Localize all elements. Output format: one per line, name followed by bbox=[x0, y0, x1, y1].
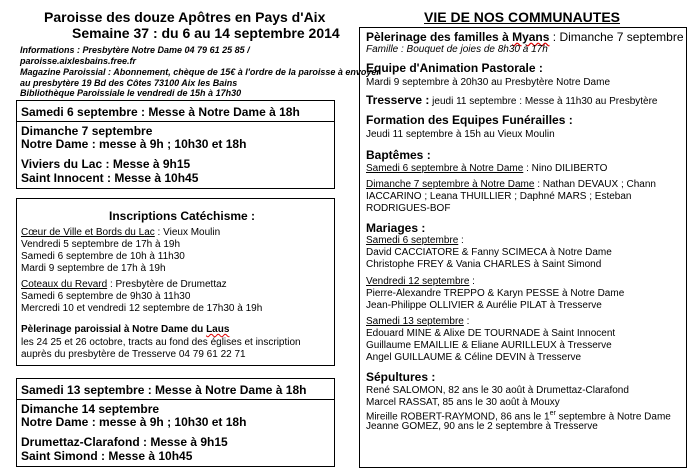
catechisme-line: Samedi 6 septembre de 10h à 11h30 bbox=[21, 251, 185, 262]
bapteme-date: Dimanche 7 septembre à Notre Dame bbox=[366, 179, 535, 190]
equipe-line: Mardi 9 septembre à 20h30 au Presbytère Notre Dame bbox=[366, 77, 611, 88]
mariage-date-text: Vendredi 12 septembre bbox=[366, 276, 470, 287]
bapteme-names: : Nathan DEVAUX ; Chann bbox=[534, 179, 656, 190]
catechisme-group-1-location: : Vieux Moulin bbox=[154, 227, 221, 238]
catechisme-line: Mercredi 10 et vendredi 12 septembre de 17h30 à 19h bbox=[21, 303, 263, 314]
catechisme-line: Mardi 9 septembre de 17h à 19h bbox=[21, 263, 166, 274]
catechisme-line: Samedi 6 septembre de 9h30 à 11h30 bbox=[21, 291, 191, 302]
pelerinage-title-laus: Laus bbox=[206, 324, 230, 335]
week2-drumettaz: Drumettaz-Clarafond : Messe à 9h15 bbox=[21, 435, 228, 449]
week-title: Semaine 37 : du 6 au 14 septembre 2014 bbox=[72, 25, 340, 41]
week2-saint-simond: Saint Simond : Messe à 10h45 bbox=[21, 449, 193, 463]
pelerinage-title bbox=[21, 325, 229, 335]
week2-box bbox=[16, 378, 335, 467]
mariage-date-colon: : bbox=[469, 276, 475, 287]
catechisme-group-1-head bbox=[21, 228, 220, 238]
sepulture-text: Mireille ROBERT-RAYMOND, 86 ans le 1 bbox=[366, 411, 550, 423]
mariage-line: Angel GUILLAUME & Céline DEVIN à Tresserve bbox=[366, 352, 582, 363]
myans-title-text: Pèlerinage des familles à bbox=[366, 30, 513, 44]
week1-box bbox=[16, 100, 335, 189]
mariage-date-text: Samedi 13 septembre bbox=[366, 316, 464, 327]
bapteme-names: : Nino DILIBERTO bbox=[523, 163, 608, 174]
info-line: paroisse.aixlesbains.free.fr bbox=[20, 56, 137, 66]
formation-line: Jeudi 11 septembre à 15h au Vieux Moulin bbox=[366, 129, 555, 140]
catechisme-group-1-place: Cœur de Ville et Bords du Lac bbox=[21, 227, 155, 238]
catechisme-box bbox=[16, 198, 335, 366]
bapteme-line bbox=[366, 164, 607, 174]
week1-sunday: Dimanche 7 septembre bbox=[21, 124, 153, 138]
week2-sunday: Dimanche 14 septembre bbox=[21, 402, 160, 416]
sepultures-title: Sépultures : bbox=[366, 370, 436, 384]
mariage-date bbox=[366, 317, 469, 327]
mariage-line: Christophe FREY & Vania CHARLES à Saint Simond bbox=[366, 259, 602, 270]
sepulture-line: Jeanne GOMEZ, 90 ans le 2 septembre à Tresserve bbox=[366, 421, 598, 432]
week1-saturday: Samedi 6 septembre : Messe à Notre Dame à 18h bbox=[21, 105, 300, 119]
mariage-date-colon: : bbox=[463, 316, 470, 327]
week2-saturday: Samedi 13 septembre : Messe à Notre Dame à 18h bbox=[21, 383, 307, 397]
bapteme-date: Samedi 6 septembre à Notre Dame bbox=[366, 163, 524, 174]
equipe-title: Equipe d'Animation Pastorale : bbox=[366, 61, 543, 75]
baptemes-title: Baptêmes : bbox=[366, 148, 431, 162]
formation-title: Formation des Equipes Funérailles : bbox=[366, 113, 573, 127]
catechisme-title: Inscriptions Catéchisme : bbox=[109, 209, 256, 223]
myans-line: Famille : Bouquet de joies de 8h30 à 17h bbox=[366, 44, 548, 55]
pelerinage-line: auprès du presbytère de Tresserve 04 79 61 22 71 bbox=[21, 349, 246, 360]
catechisme-group-2-location: : Presbytère de Drumettaz bbox=[107, 279, 227, 290]
mariage-line: Pierre-Alexandre TREPPO & Karyn PESSE à Notre Dame bbox=[366, 288, 625, 299]
mariages-title: Mariages : bbox=[366, 221, 426, 235]
sepulture-line: René SALOMON, 82 ans le 30 août à Drumettaz-Clarafond bbox=[366, 385, 629, 396]
catechisme-group-2-head bbox=[21, 280, 227, 290]
info-line: Magazine Paroissial : Abonnement, chèque de 15€ à l'ordre de la paroisse à envoyer bbox=[20, 67, 380, 77]
info-line: Informations : Presbytère Notre Dame 04 79 61 25 85 / bbox=[20, 45, 250, 55]
week1-saint-innocent: Saint Innocent : Messe à 10h45 bbox=[21, 171, 199, 185]
catechisme-line: Vendredi 5 septembre de 17h à 19h bbox=[21, 239, 181, 250]
mariage-line: Guillaume EMAILLIE & Eliane AURILLEUX à Tresserve bbox=[366, 340, 612, 351]
sepulture-line: Marcel RASSAT, 85 ans le 30 août à Mouxy bbox=[366, 397, 560, 408]
mariage-date-text: Samedi 6 septembre bbox=[366, 235, 459, 246]
catechisme-group-2-place: Coteaux du Revard bbox=[21, 279, 108, 290]
info-line: au presbytère 19 Bd des Côtes 73100 Aix les Bains bbox=[20, 78, 238, 88]
parish-title: Paroisse des douze Apôtres en Pays d'Aix bbox=[44, 9, 326, 25]
bapteme-line: RODRIGUES-BOF bbox=[366, 203, 451, 214]
mariage-date-colon: : bbox=[458, 235, 464, 246]
sepulture-text: septembre à Notre Dame bbox=[555, 411, 671, 423]
info-line: Bibliothèque Paroissiale le vendredi de 15h à 17h30 bbox=[20, 88, 242, 98]
mariage-line: Edouard MINE & Alixe DE TOURNADE à Saint Innocent bbox=[366, 328, 616, 339]
tresserve-line bbox=[366, 94, 658, 107]
pelerinage-line: les 24 25 et 26 octobre, tracts au fond des églises et inscription bbox=[21, 337, 301, 348]
mariage-line: David CACCIATORE & Fanny SCIMECA à Notre Dame bbox=[366, 247, 612, 258]
communautes-box bbox=[359, 27, 687, 468]
week1-viviers: Viviers du Lac : Messe à 9h15 bbox=[21, 157, 191, 171]
bapteme-line bbox=[366, 180, 656, 190]
pelerinage-title-text: Pèlerinage paroissial à Notre Dame du bbox=[21, 324, 207, 335]
mariage-line: Jean-Philippe OLLIVIER & Aurélie PILAT à Tresserve bbox=[366, 300, 602, 311]
tresserve-label: Tresserve : bbox=[366, 93, 430, 107]
week2-notre-dame: Notre Dame : messe à 9h ; 10h30 et 18h bbox=[21, 415, 247, 429]
bapteme-line: IACCARINO ; Leana THUILLIER ; Daphné MARS ; Esteban bbox=[366, 191, 632, 202]
sepulture-sup: er bbox=[549, 410, 556, 417]
myans-date: : Dimanche 7 septembre bbox=[549, 30, 684, 44]
myans-place: Myans bbox=[512, 30, 550, 44]
right-title: VIE DE NOS COMMUNAUTES bbox=[424, 9, 621, 25]
divider bbox=[17, 121, 334, 122]
week1-notre-dame: Notre Dame : messe à 9h ; 10h30 et 18h bbox=[21, 137, 247, 151]
mariage-date bbox=[366, 236, 464, 246]
divider bbox=[17, 399, 334, 400]
tresserve-text: jeudi 11 septembre : Messe à 11h30 au Presbytère bbox=[429, 96, 658, 107]
myans-title bbox=[366, 31, 684, 43]
mariage-date bbox=[366, 277, 475, 287]
